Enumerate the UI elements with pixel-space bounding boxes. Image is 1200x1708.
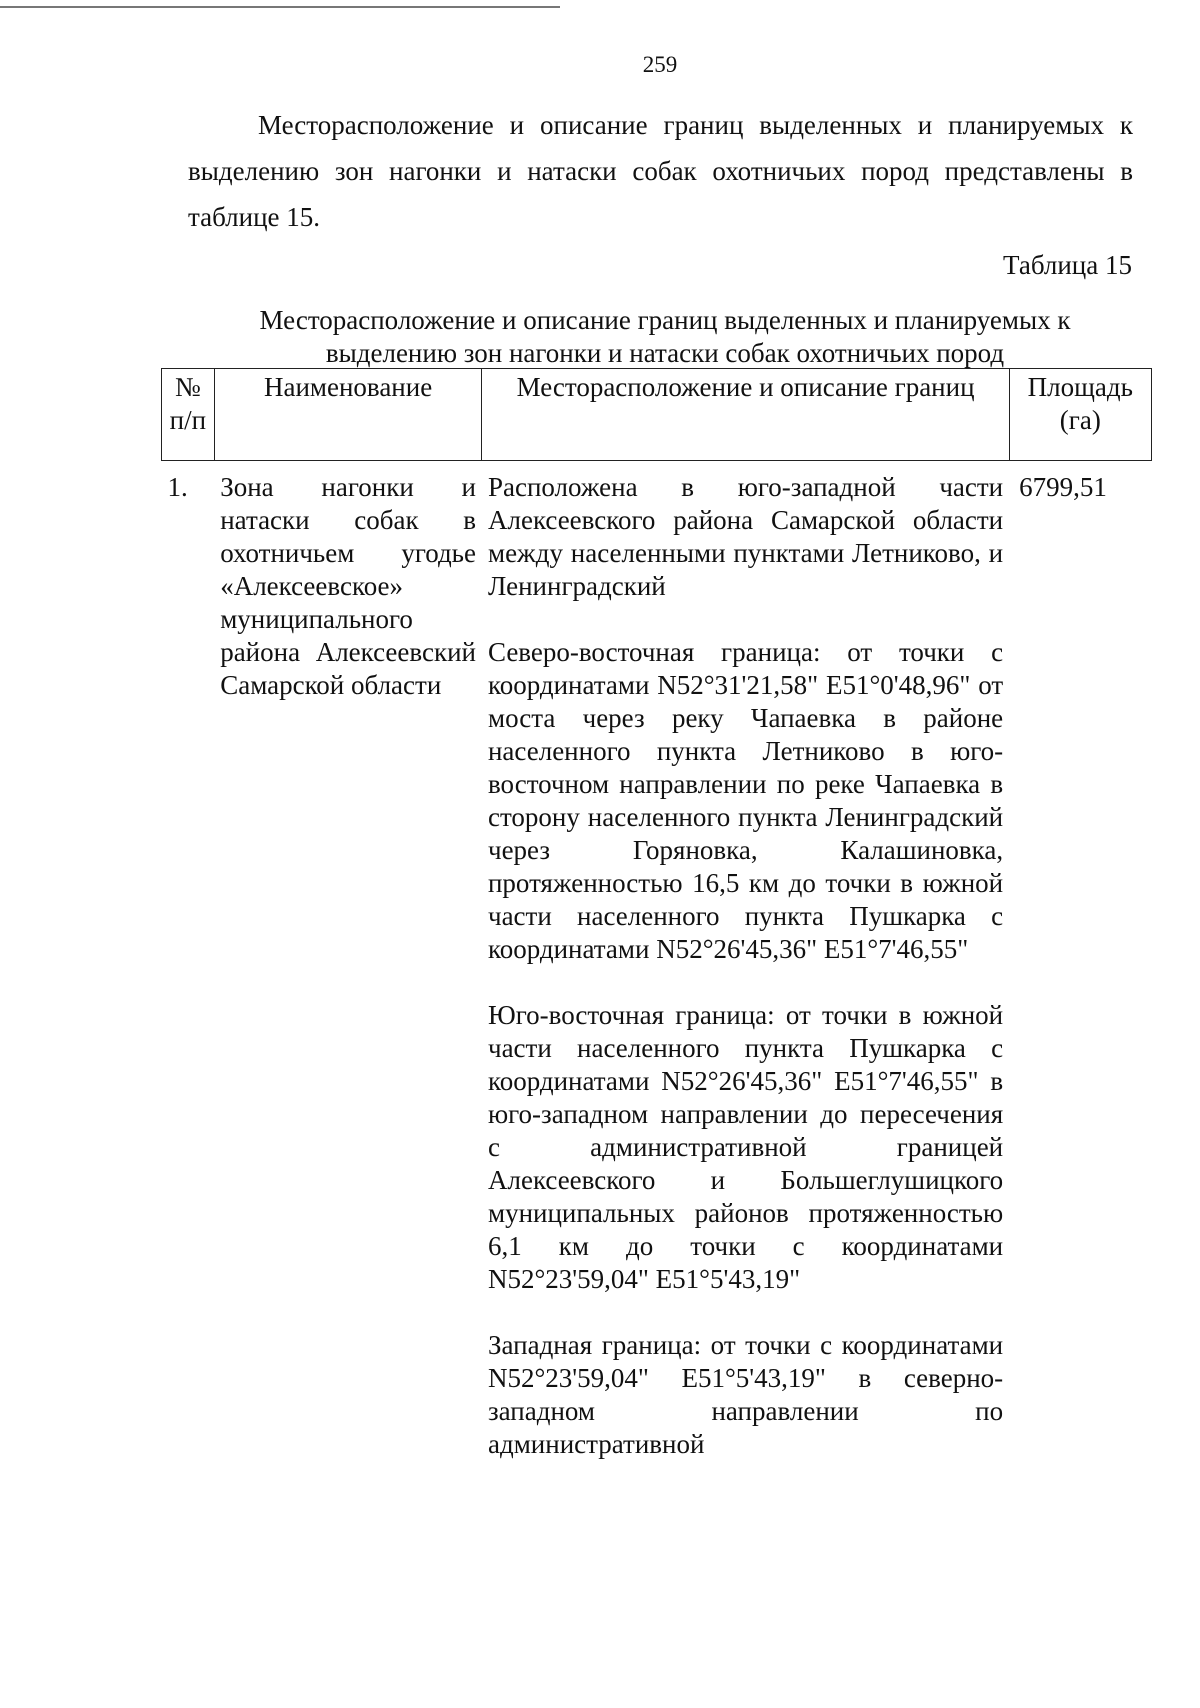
- header-area-line1: Площадь: [1027, 372, 1133, 402]
- description-location: Расположена в юго-западной части Алексеевского района Самарской области между населенными пунктами Летниково, и Ленинградский: [487, 472, 1004, 601]
- intro-paragraph: Месторасположение и описание границ выделенных и планируемых к выделению зон нагонки и натаски собак охотничьих пород представлены в таблице 15.: [188, 110, 1133, 232]
- description-southeast-boundary: Юго-восточная граница: от точки в южной части населенного пункта Пушкарка с координатами N52°26'45,36" E51°7'46,55" в юго-западном направлении до пересечения с административной границей Алексеевского и Большеглушицкого муниципальных районов протяженностью 6,1 км до точки с координатами N52°23'59,04" E51°5'43,19": [487, 1000, 1004, 1294]
- row-area: 6799,51: [1019, 472, 1107, 502]
- row-description: [482, 461, 1009, 1462]
- header-area-line2: (га): [1059, 405, 1101, 435]
- header-area: [1009, 369, 1151, 461]
- table-row: [162, 461, 1152, 1462]
- row-num: 1.: [167, 472, 188, 502]
- description-west-boundary: Западная граница: от точки с координатами N52°23'59,04" E51°5'43,19" в северно-западном направлении по административной: [487, 1330, 1004, 1459]
- header-description: Месторасположение и описание границ: [482, 369, 1009, 461]
- table-header-row: [162, 369, 1152, 461]
- table-caption: Месторасположение и описание границ выделенных и планируемых к выделению зон нагонки и натаски собак охотничьих пород: [259, 305, 1071, 368]
- page-number: 259: [642, 52, 678, 77]
- row-name: Зона нагонки и натаски собак в охотничьем угодье «Алексеевское» муниципального района Алексеевский Самарской области: [220, 472, 476, 700]
- header-num: [162, 369, 215, 461]
- header-num-line2: п/п: [169, 405, 207, 435]
- header-name: Наименование: [214, 369, 482, 461]
- boundaries-table: [161, 368, 1152, 1461]
- scan-edge-line: [0, 6, 560, 8]
- description-northeast-boundary: Северо-восточная граница: от точки с координатами N52°31'21,58" E51°0'48,96" от моста через реку Чапаевка в районе населенного пункта Летниково в юго-восточном направлении по реке Чапаевка в сторону населенного пункта Ленинградский через Горяновка, Калашиновка, протяженностью 16,5 км до точки в южной части населенного пункта Пушкарка с координатами N52°26'45,36" E51°7'46,55": [487, 637, 1004, 964]
- header-num-line1: №: [174, 372, 201, 402]
- table-label: Таблица 15: [1003, 250, 1132, 280]
